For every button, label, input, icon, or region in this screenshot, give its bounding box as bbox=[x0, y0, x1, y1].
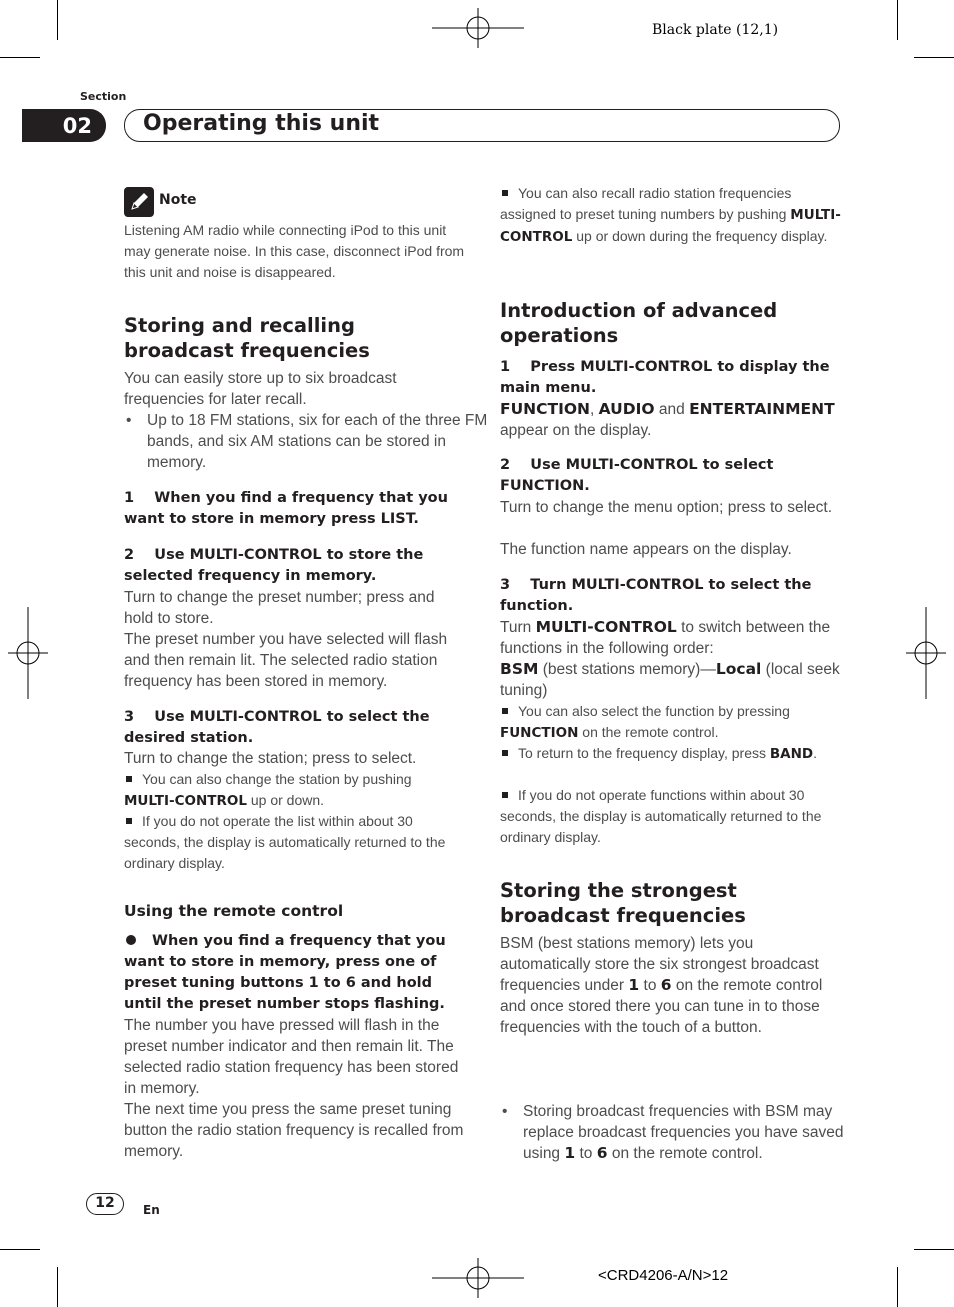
step-text: Press MULTI-CONTROL to display the main menu. bbox=[500, 359, 830, 396]
step-number: 2 bbox=[500, 457, 511, 473]
note-item: If you do not operate the list within about 30 seconds, the display is automatically returned to the ordinary display. bbox=[124, 813, 446, 871]
step-text: Use MULTI-CONTROL to select the desired station. bbox=[124, 709, 430, 746]
bullet-text: Up to 18 FM stations, six for each of the three FM bands, and six AM stations can be stored in memory. bbox=[147, 412, 488, 471]
bullet-item bbox=[124, 410, 489, 473]
step-text: Use MULTI-CONTROL to store the selected frequency in memory. bbox=[124, 547, 424, 584]
note-item: To return to the frequency display, press BAND. bbox=[500, 743, 842, 765]
square-bullet-icon bbox=[502, 750, 508, 756]
step-2 bbox=[500, 455, 842, 497]
square-bullet-icon bbox=[502, 708, 508, 714]
strongest-body: BSM (best stations memory) lets you automatically store the six strongest broadcast frequencies under 1 to 6 on the remote control and once stored there you can tune in to those frequencies with the touch of a button. bbox=[500, 935, 823, 1036]
square-bullet-icon bbox=[502, 792, 508, 798]
language-label: En bbox=[143, 1203, 160, 1217]
heading-storing-recalling: Storing and recalling broadcast frequencies bbox=[124, 314, 370, 362]
square-bullet-icon bbox=[126, 776, 132, 782]
intro-text: You can easily store up to six broadcast frequencies for later recall. bbox=[124, 370, 397, 408]
step-body: Turn MULTI-CONTROL to switch between the functions in the following order: bbox=[500, 618, 831, 657]
step-1 bbox=[124, 488, 466, 530]
step-body: Turn to change the station; press to select. bbox=[124, 750, 417, 767]
step-text: When you find a frequency that you want to store in memory press LIST. bbox=[124, 490, 448, 527]
square-bullet-icon bbox=[502, 190, 508, 196]
step-number: 3 bbox=[124, 709, 135, 725]
step-2 bbox=[124, 545, 466, 587]
plate-label: Black plate (12,1) bbox=[652, 22, 779, 38]
step-body: Turn to change the menu option; press to select. bbox=[500, 499, 833, 516]
remote-body: The next time you press the same preset tuning button the radio station frequency is recalled from memory. bbox=[124, 1101, 464, 1160]
step-number: 3 bbox=[500, 577, 511, 593]
page-number: 12 bbox=[86, 1193, 124, 1215]
step-text: Turn MULTI-CONTROL to select the function. bbox=[500, 577, 812, 614]
square-bullet-icon bbox=[126, 818, 132, 824]
bullet-dot: • bbox=[126, 412, 132, 429]
step-body: FUNCTION, AUDIO and ENTERTAINMENT appear on the display. bbox=[500, 400, 835, 439]
note-text: Listening AM radio while connecting iPod to this unit may generate noise. In this case, disconnect iPod from this unit and noise is disappeared. bbox=[124, 222, 465, 280]
crop-mark bbox=[897, 0, 898, 40]
registration-mark-right bbox=[906, 607, 946, 699]
note-label: Note bbox=[159, 192, 197, 208]
heading-advanced: Introduction of advanced operations bbox=[500, 299, 778, 347]
registration-mark-top bbox=[432, 8, 524, 48]
step-body: The function name appears on the display. bbox=[500, 541, 792, 558]
note-item: You can also change the station by pushing MULTI-CONTROL up or down. bbox=[124, 771, 412, 809]
crop-mark bbox=[0, 1249, 40, 1250]
step-3 bbox=[124, 707, 466, 749]
crop-mark bbox=[914, 1249, 954, 1250]
bullet-dot: • bbox=[502, 1103, 508, 1120]
remote-body: The number you have pressed will flash in the preset number indicator and then remain lit. The selected radio station frequency has been stored in memory. bbox=[124, 1017, 459, 1097]
registration-mark-left bbox=[8, 607, 48, 699]
bullet-item: • Storing broadcast frequencies with BSM may replace broadcast frequencies you have saved using 1 to 6 on the remote control. bbox=[502, 1103, 844, 1162]
crop-mark bbox=[57, 1267, 58, 1307]
step-text: Use MULTI-CONTROL to select FUNCTION. bbox=[500, 457, 774, 494]
document-code: <CRD4206-A/N>12 bbox=[598, 1267, 729, 1284]
remote-step: When you find a frequency that you want to store in memory, press one of preset tuning buttons 1 to 6 and hold until the preset number stops flashing. bbox=[124, 933, 446, 1012]
round-bullet-icon bbox=[126, 935, 136, 945]
step-body: Turn to change the preset number; press and hold to store. bbox=[124, 589, 435, 627]
registration-mark-bottom bbox=[432, 1258, 524, 1298]
function-order: BSM (best stations memory)—Local (local seek tuning) bbox=[500, 660, 840, 699]
step-number: 1 bbox=[124, 490, 135, 506]
crop-mark bbox=[914, 57, 954, 58]
heading-remote: Using the remote control bbox=[124, 902, 344, 920]
step-number: 1 bbox=[500, 359, 511, 375]
note-item: If you do not operate functions within about 30 seconds, the display is automatically returned to the ordinary display. bbox=[500, 787, 822, 845]
step-1 bbox=[500, 357, 842, 399]
heading-strongest: Storing the strongest broadcast frequencies bbox=[500, 879, 746, 927]
step-body: The preset number you have selected will flash and then remain lit. The selected radio station frequency has been stored in memory. bbox=[124, 631, 448, 690]
step-number: 2 bbox=[124, 547, 135, 563]
section-title-bar bbox=[124, 109, 840, 142]
crop-mark bbox=[57, 0, 58, 40]
pencil-icon bbox=[124, 187, 154, 217]
crop-mark bbox=[897, 1267, 898, 1307]
crop-mark bbox=[0, 57, 40, 58]
note-item: You can also recall radio station frequencies assigned to preset tuning numbers by pushing MULTI-CONTROL up or down during the frequency display. bbox=[500, 185, 841, 245]
note-item: You can also select the function by pressing FUNCTION on the remote control. bbox=[500, 703, 790, 741]
section-number: 02 bbox=[22, 109, 106, 142]
step-3 bbox=[500, 575, 842, 617]
section-title: Operating this unit bbox=[143, 111, 380, 136]
section-label: Section bbox=[80, 90, 127, 103]
